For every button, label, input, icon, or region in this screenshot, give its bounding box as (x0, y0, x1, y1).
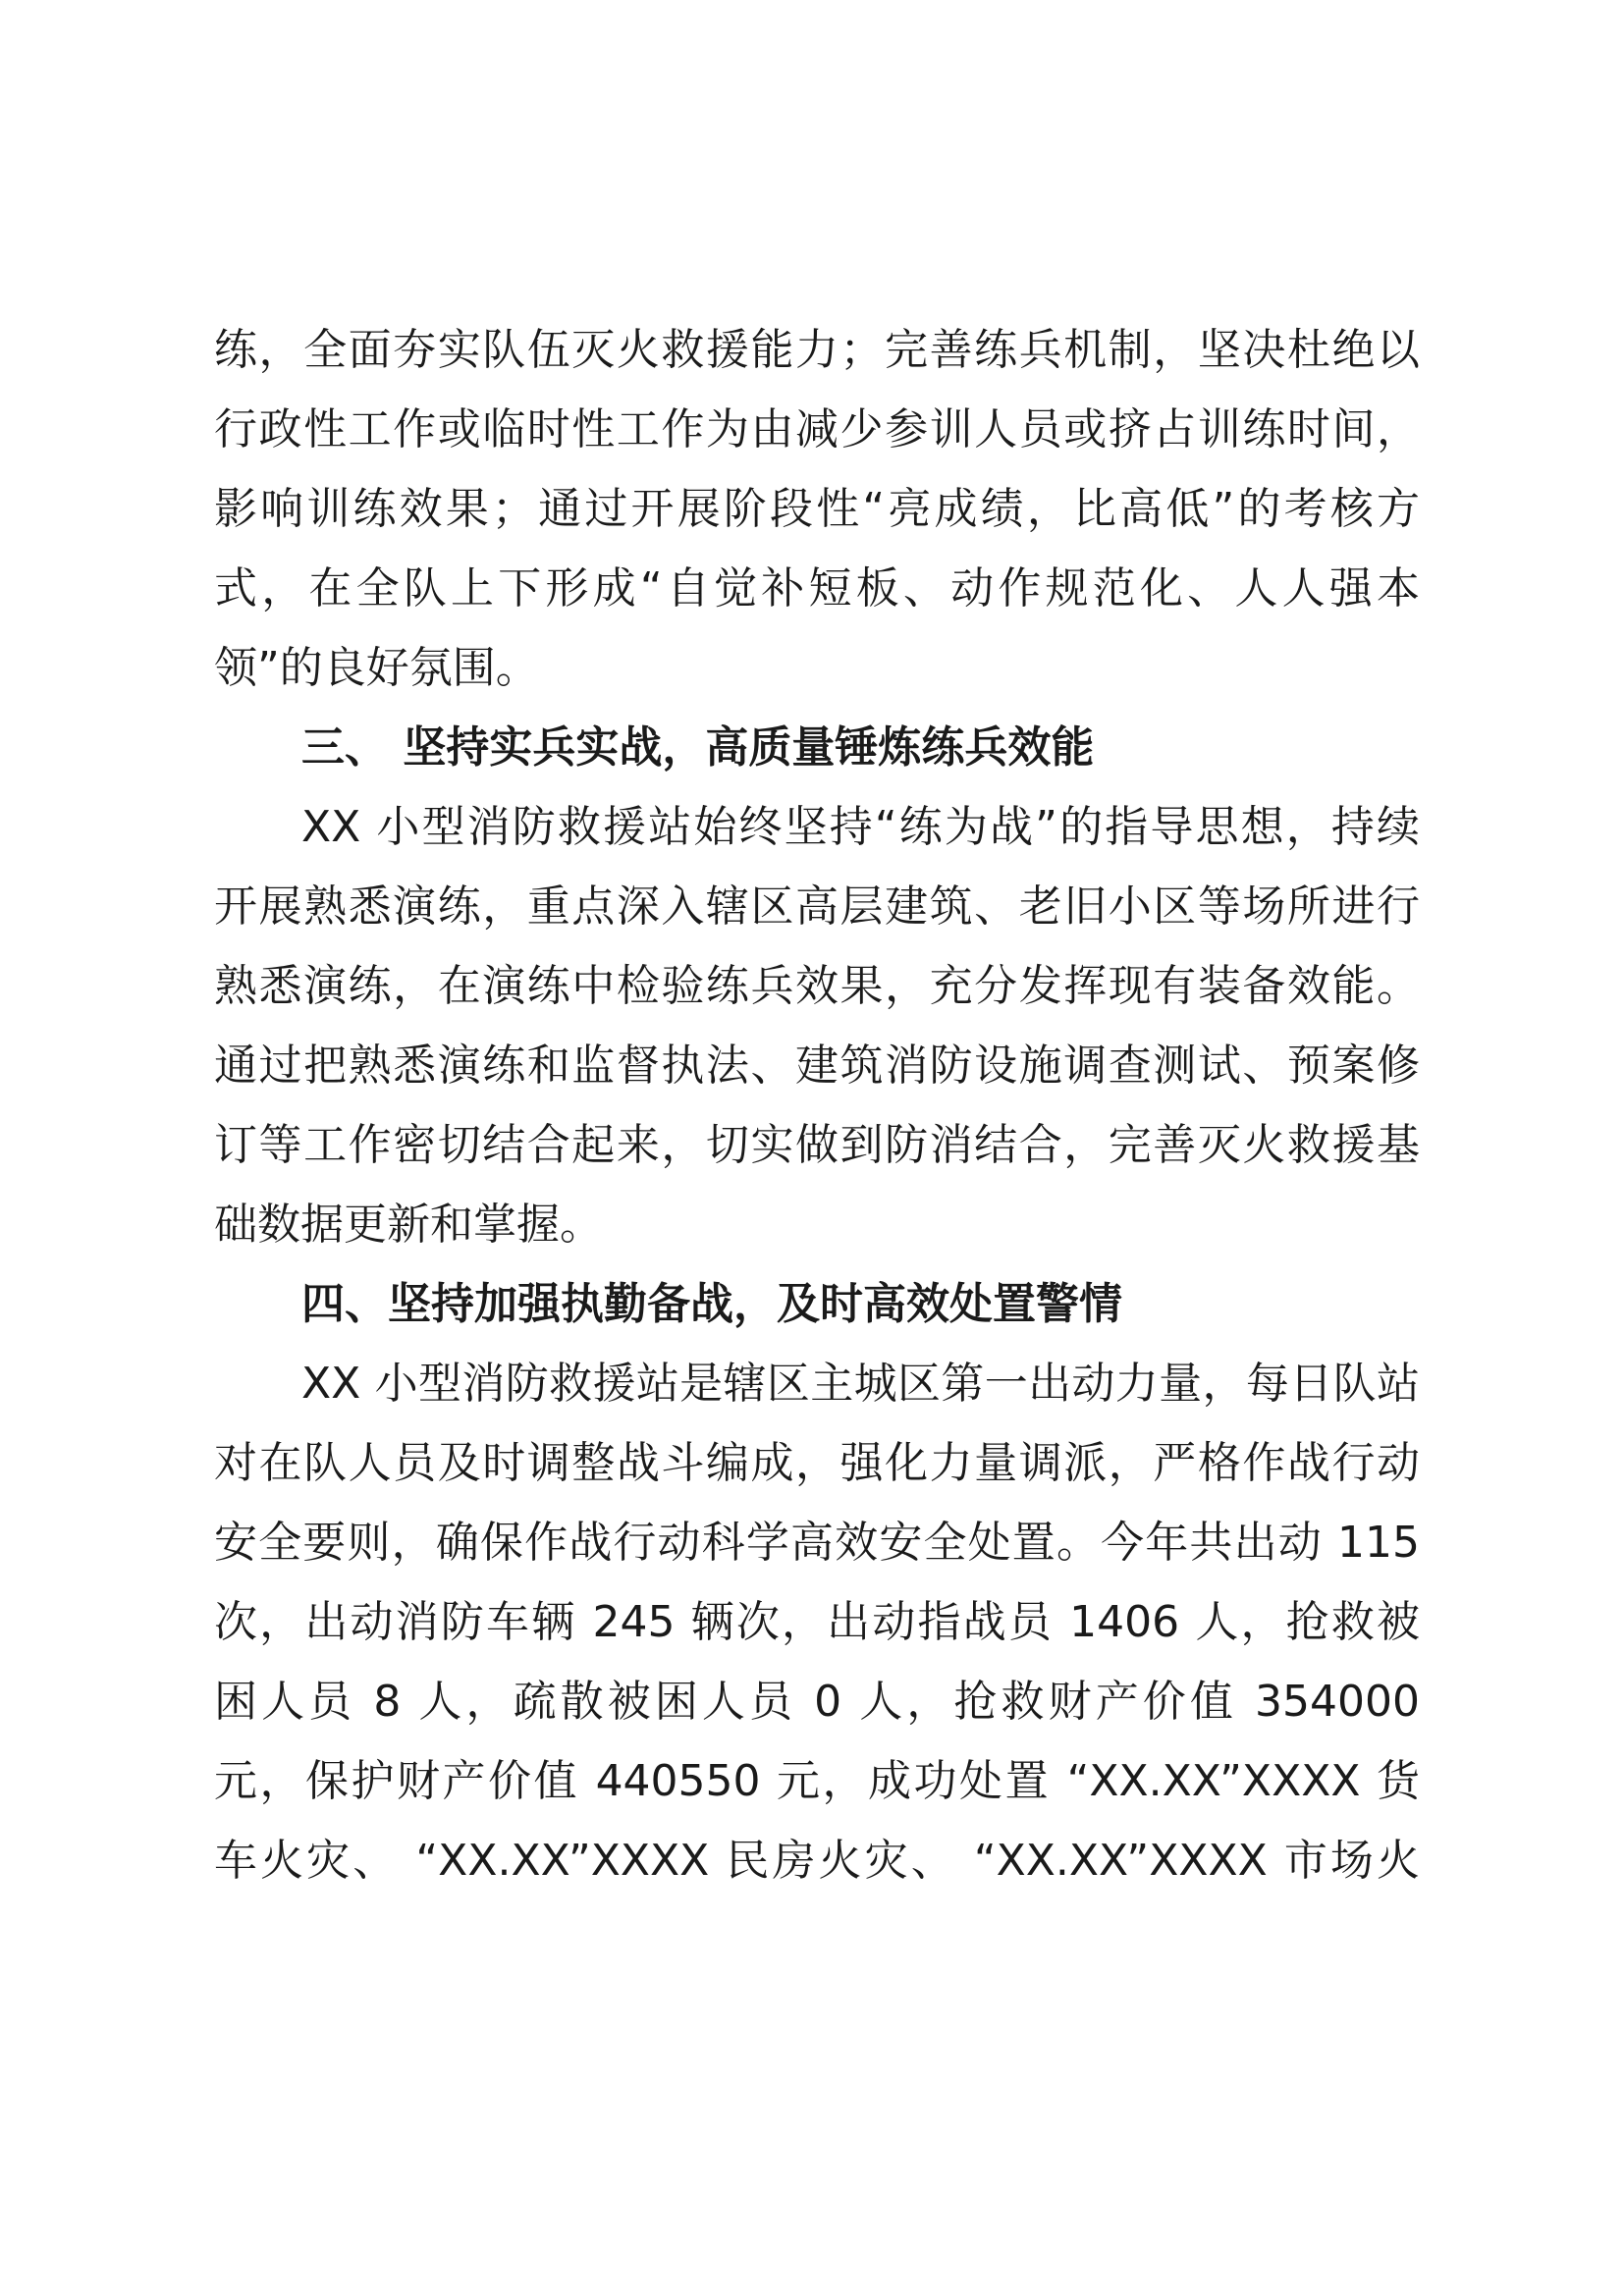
body-line: 础数据更新和掌握。 (214, 1200, 603, 1250)
body-line: 通过把熟悉演练和监督执法、建筑消防设施调查测试、预案修 (214, 1041, 1420, 1091)
body-line: 车火灾、 “XX.XX”XXXX 民房火灾、 “XX.XX”XXXX 市场火 (214, 1836, 1420, 1886)
body-line: 元，保护财产价值 440550 元，成功处置 “XX.XX”XXXX 货 (214, 1756, 1420, 1806)
body-line: 式，在全队上下形成“自觉补短板、动作规范化、人人强本 (214, 563, 1420, 614)
body-line: 安全要则，确保作战行动科学高效安全处置。今年共出动 115 (214, 1518, 1420, 1568)
document-text-block (214, 310, 1420, 1900)
body-line: 次，出动消防车辆 245 辆次，出动指战员 1406 人，抢救被 (214, 1597, 1420, 1647)
body-line: 开展熟悉演练，重点深入辖区高层建筑、老旧小区等场所进行 (214, 881, 1420, 932)
body-line: 影响训练效果；通过开展阶段性“亮成绩，比高低”的考核方 (214, 484, 1420, 534)
section-heading: 四、坚持加强执勤备战，及时高效处置警情 (301, 1279, 1122, 1329)
body-line: 对在队人员及时调整战斗编成，强化力量调派，严格作战行动 (214, 1438, 1420, 1488)
body-line: 领”的良好氛围。 (214, 643, 539, 693)
body-line: 熟悉演练，在演练中检验练兵效果，充分发挥现有装备效能。 (214, 961, 1420, 1011)
body-line: XX 小型消防救援站是辖区主城区第一出动力量，每日队站 (301, 1359, 1420, 1409)
body-line: 订等工作密切结合起来，切实做到防消结合，完善灭火救援基 (214, 1120, 1420, 1170)
body-line: XX 小型消防救援站始终坚持“练为战”的指导思想，持续 (301, 802, 1420, 852)
body-line: 行政性工作或临时性工作为由减少参训人员或挤占训练时间， (214, 404, 1420, 454)
body-line: 练，全面夯实队伍灭火救援能力；完善练兵机制，坚决杜绝以 (214, 325, 1420, 375)
body-line: 困人员 8 人，疏散被困人员 0 人，抢救财产价值 354000 (214, 1677, 1420, 1727)
section-heading: 三、 坚持实兵实战，高质量锤炼练兵效能 (301, 722, 1095, 773)
